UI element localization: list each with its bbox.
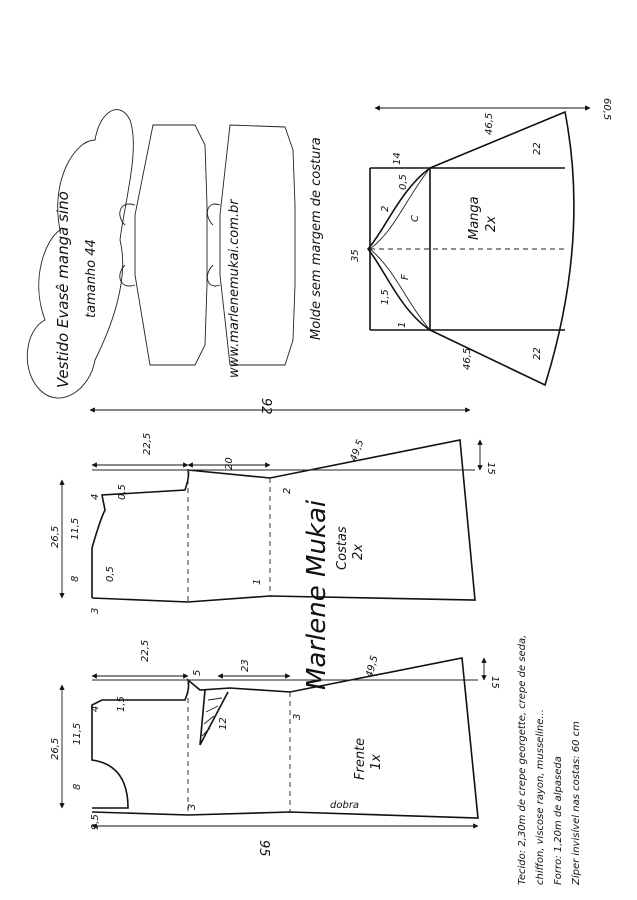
m-front-95: 9,5 bbox=[90, 814, 101, 830]
material-line-1: Tecido: 2,30m de crepe georgette, crepe de seda, bbox=[517, 634, 528, 885]
m-front-flare: 15 bbox=[489, 676, 500, 689]
size-label: tamanho 44 bbox=[84, 239, 99, 318]
cap-front-label: C bbox=[410, 215, 421, 222]
m-back-2: 2 bbox=[282, 487, 293, 494]
website: www.marlenemukai.com.br bbox=[227, 199, 242, 378]
m-back-waist: 20 bbox=[224, 457, 235, 470]
m-sleeve-bottom: 46,5 bbox=[462, 347, 473, 370]
m-front-neck: 11,5 bbox=[72, 722, 83, 745]
m-front-total: 95 bbox=[256, 840, 271, 857]
m-05: 0,5 bbox=[398, 174, 409, 190]
m-front-upper: 22,5 bbox=[140, 639, 151, 662]
m-back-total: 92 bbox=[258, 398, 273, 415]
m-back-flare: 15 bbox=[485, 462, 496, 475]
m-back-1: 1 bbox=[252, 578, 263, 585]
front-name: Frente bbox=[353, 737, 368, 780]
front-pattern bbox=[50, 640, 500, 857]
m-front-3b: 3 bbox=[187, 803, 198, 810]
material-line-2: chiffon, viscose rayon, musseline... bbox=[535, 709, 546, 885]
m-front-4: 4 bbox=[90, 705, 101, 712]
sleeve-pattern bbox=[350, 98, 612, 385]
m-front-3: 3 bbox=[292, 713, 303, 720]
m-back-width: 26,5 bbox=[50, 525, 61, 548]
fold-label: dobra bbox=[330, 800, 360, 811]
m-back-upper: 22,5 bbox=[142, 432, 153, 455]
m-front-15: 1,5 bbox=[116, 696, 127, 712]
header bbox=[27, 110, 324, 398]
sleeve-name: Manga bbox=[467, 196, 482, 240]
back-name: Costas bbox=[335, 526, 350, 570]
seam-note: Molde sem margem de costura bbox=[309, 137, 324, 340]
m-back-neck: 11,5 bbox=[70, 517, 81, 540]
front-count: 1x bbox=[369, 754, 384, 770]
dress-sketch bbox=[120, 125, 295, 365]
title-cloud bbox=[27, 110, 133, 398]
m-sleeve-length: 60,5 bbox=[601, 98, 612, 121]
m-back-4: 4 bbox=[90, 493, 101, 500]
material-line-4: Zíper invisível nas costas: 60 cm bbox=[571, 721, 582, 885]
m-front-8: 8 bbox=[72, 783, 83, 790]
m-front-5: 5 bbox=[192, 669, 203, 676]
title: Vestido Evasê manga sino bbox=[54, 191, 72, 388]
back-count: 2x bbox=[351, 544, 366, 560]
m-1: 1 bbox=[397, 321, 408, 328]
m-hem-top: 22 bbox=[532, 142, 543, 155]
material-line-3: Forro: 1,20m de alpaseda bbox=[553, 756, 564, 885]
materials-block bbox=[517, 635, 582, 886]
m-front-width: 26,5 bbox=[50, 737, 61, 760]
m-cap-height: 14 bbox=[392, 152, 403, 165]
m-back-05a: 0,5 bbox=[117, 484, 128, 500]
m-front-skirt: 49,5 bbox=[364, 654, 381, 679]
m-back-8: 8 bbox=[70, 575, 81, 582]
m-back-05b: 0,5 bbox=[105, 566, 116, 582]
back-pattern bbox=[50, 398, 496, 614]
m-front-waist: 23 bbox=[240, 659, 251, 672]
m-2: 2 bbox=[380, 205, 391, 212]
m-sleeve-top: 46,5 bbox=[484, 112, 495, 135]
m-back-3: 3 bbox=[90, 607, 101, 614]
m-front-12: 12 bbox=[218, 717, 229, 730]
cap-back-label: F bbox=[400, 274, 411, 280]
m-back-skirt: 49,5 bbox=[348, 438, 367, 464]
m-15: 1,5 bbox=[380, 289, 391, 305]
m-sleeve-width: 35 bbox=[350, 249, 361, 262]
sleeve-count: 2x bbox=[484, 216, 499, 232]
signature: Marlene Mukai bbox=[302, 499, 332, 690]
m-hem-bottom: 22 bbox=[532, 347, 543, 360]
